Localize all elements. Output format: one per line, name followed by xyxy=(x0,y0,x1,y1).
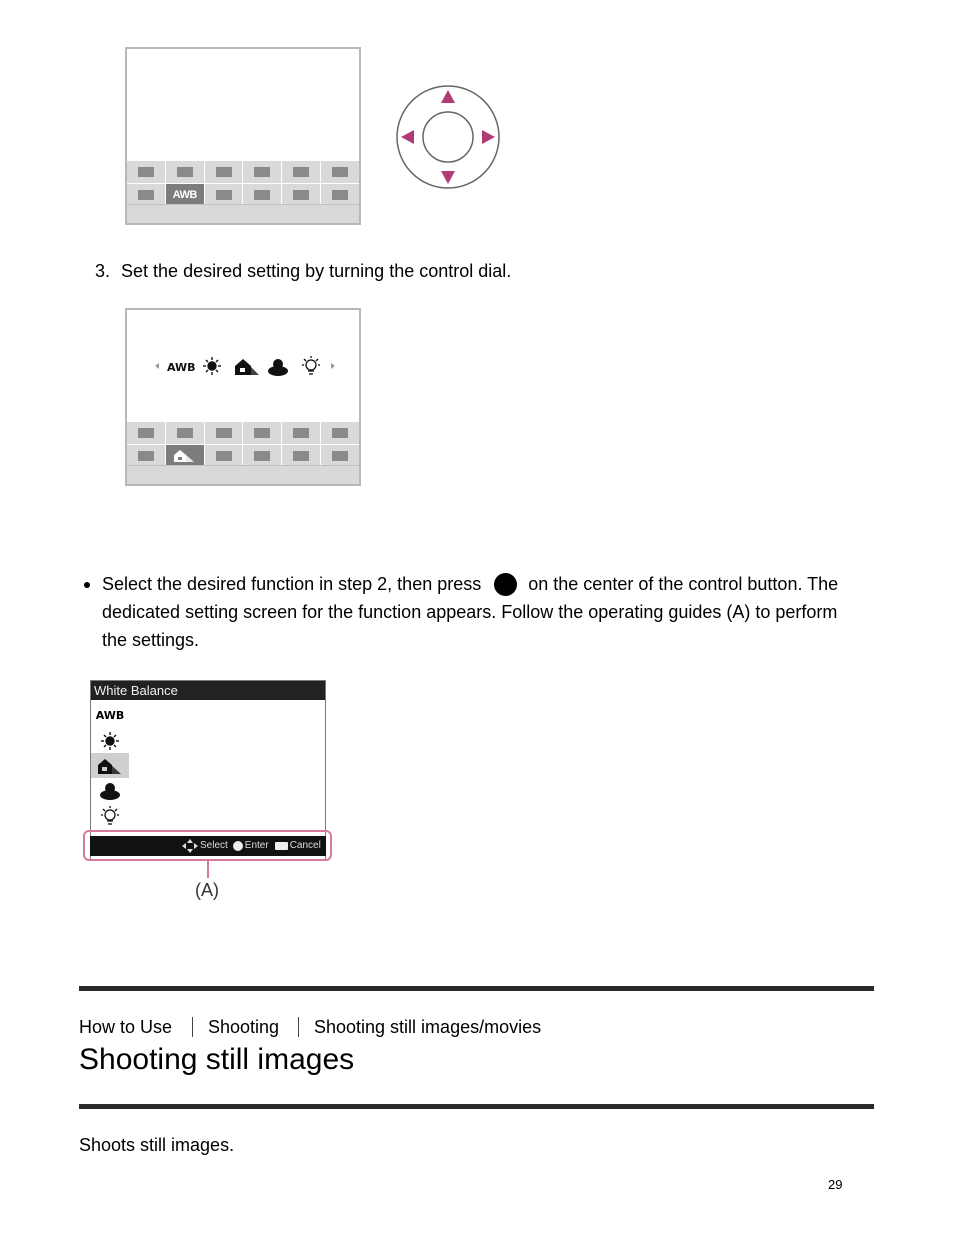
awb-option-label: AWB xyxy=(167,361,196,374)
guide-select: Select xyxy=(200,840,228,851)
cloud-icon xyxy=(99,782,121,800)
function-row-bottom xyxy=(127,445,359,467)
wb-item-cloudy xyxy=(91,778,129,803)
breadcrumb-item-shooting[interactable]: Shooting xyxy=(208,1017,280,1037)
camera-screen-wb-options xyxy=(125,308,361,486)
function-cell xyxy=(282,184,321,206)
function-cell xyxy=(282,422,321,444)
step-text: Set the desired setting by turning the control dial. xyxy=(121,261,512,281)
awb-label: AWB xyxy=(95,709,125,722)
function-cell xyxy=(205,422,244,444)
function-cell xyxy=(321,161,359,183)
wb-item-incandescent xyxy=(91,803,129,828)
function-cell xyxy=(127,422,166,444)
bullet-text-after: on the center of the control button. The xyxy=(528,574,839,594)
page-number: 29 xyxy=(828,1177,843,1192)
guide-cancel: Cancel xyxy=(289,840,321,851)
bullet-paragraph xyxy=(102,570,902,654)
function-cell xyxy=(127,184,166,206)
wb-options-strip xyxy=(151,354,341,378)
intro-text: Shoots still images. xyxy=(79,1135,235,1155)
bulb-icon xyxy=(99,806,121,826)
section-bottom-rule xyxy=(79,1104,874,1109)
camera-screen-function-menu xyxy=(125,47,361,225)
guide-enter: Enter xyxy=(244,840,269,851)
breadcrumb-item-how-to-use[interactable]: How to Use xyxy=(79,1017,173,1037)
section-top-rule xyxy=(79,986,874,991)
bullet-line-2: dedicated setting screen for the function appears. Follow the operating guides (A) to perform xyxy=(102,602,838,622)
function-cell xyxy=(127,445,166,467)
function-cell xyxy=(243,184,282,206)
function-cell xyxy=(205,445,244,467)
function-cell-selected xyxy=(166,445,205,467)
function-cell xyxy=(321,422,359,444)
page-title: Shooting still images xyxy=(79,1043,355,1076)
function-cell-selected xyxy=(166,184,205,206)
function-cell xyxy=(166,161,205,183)
function-cell xyxy=(243,445,282,467)
bullet-text-before: Select the desired function in step 2, then press xyxy=(102,574,482,594)
screen-bottom-strip xyxy=(127,465,359,484)
function-cell xyxy=(243,161,282,183)
function-cell xyxy=(205,161,244,183)
sun-icon xyxy=(100,731,120,751)
function-cell xyxy=(282,445,321,467)
callout-label: (A) xyxy=(195,880,219,900)
bullet-dot-icon xyxy=(84,582,90,588)
guide-callout-frame xyxy=(83,830,332,861)
function-cell xyxy=(166,422,205,444)
function-cell xyxy=(243,422,282,444)
breadcrumb-item-shooting-still-images-movies[interactable]: Shooting still images/movies xyxy=(314,1017,542,1037)
bullet-line-3: the settings. xyxy=(102,630,200,650)
wb-title: White Balance xyxy=(91,681,325,700)
screen-bottom-strip xyxy=(127,204,359,223)
bullet-line-1 xyxy=(102,570,902,598)
function-cell xyxy=(321,184,359,206)
wb-item-shade-selected xyxy=(91,753,129,778)
wb-item-daylight xyxy=(91,728,129,753)
shade-icon xyxy=(97,757,123,775)
function-row-bottom xyxy=(127,184,359,206)
wb-item-awb xyxy=(91,703,129,728)
awb-label: AWB xyxy=(172,189,197,201)
callout-leader-line xyxy=(207,861,209,878)
step-3 xyxy=(95,261,511,282)
breadcrumb-separator xyxy=(298,1017,299,1037)
shade-icon xyxy=(174,449,196,463)
function-cell xyxy=(321,445,359,467)
function-row-top xyxy=(127,422,359,444)
breadcrumb-separator xyxy=(192,1017,193,1037)
function-cell xyxy=(127,161,166,183)
center-button-icon xyxy=(494,573,517,596)
function-row-top xyxy=(127,161,359,183)
step-number: 3. xyxy=(95,261,111,281)
function-cell xyxy=(282,161,321,183)
control-wheel-icon xyxy=(395,84,501,190)
function-cell xyxy=(205,184,244,206)
